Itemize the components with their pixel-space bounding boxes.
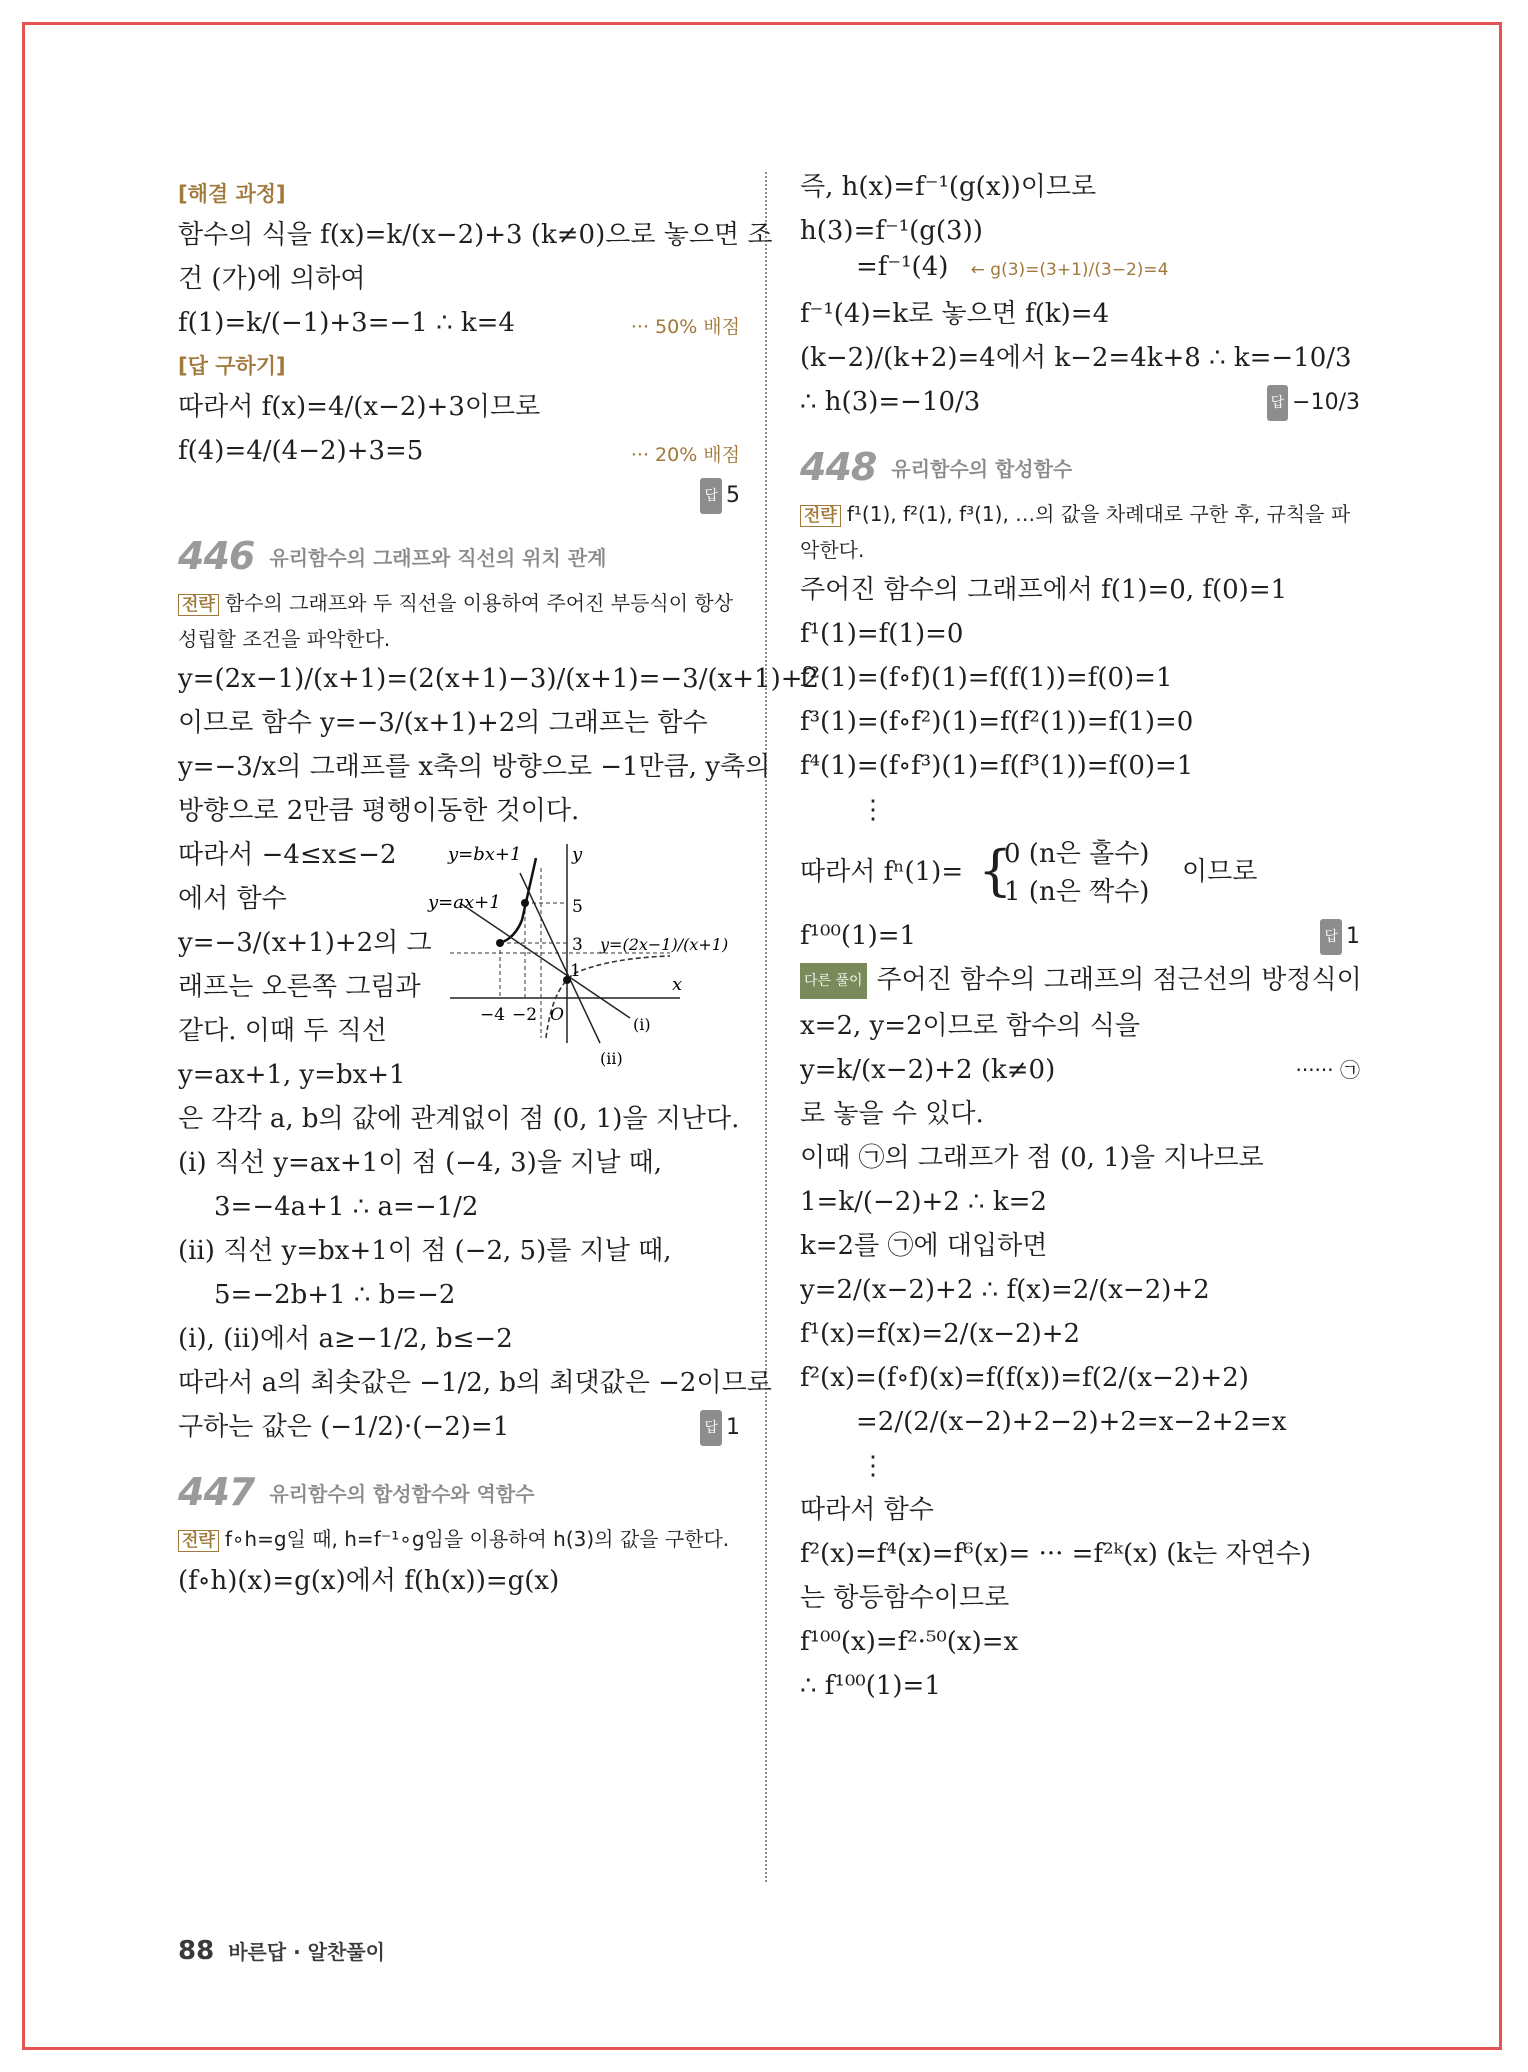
label: 1 [570, 961, 581, 981]
text-line: 따라서 −4≤x≤−2 [178, 840, 397, 870]
label: −2 [512, 1005, 538, 1025]
text-line: (ii) 직선 y=bx+1이 점 (−2, 5)를 지날 때, [178, 1236, 672, 1266]
text-line: 주어진 함수의 그래프에서 f(1)=0, f(0)=1 [800, 575, 1288, 605]
label: y=bx+1 [448, 844, 522, 865]
equation-line [800, 919, 1360, 953]
hyperbola-branch [500, 858, 536, 943]
equation-line: y=(2x−1)/(x+1)=(2(x+1)−3)/(x+1)=−3/(x+1)+2 [178, 664, 820, 694]
equation-line [178, 1410, 740, 1444]
equation-line [800, 385, 1360, 419]
problem-topic: 유리함수의 그래프와 직선의 위치 관계 [269, 545, 607, 570]
text-line: f⁻¹(4)=k로 놓으면 f(k)=4 [800, 299, 1110, 329]
text-line: 래프는 오른쪽 그림과 [178, 972, 421, 1002]
equation: =f⁻¹(4) [856, 252, 949, 282]
graph-figure [428, 838, 740, 1088]
problem-topic: 유리함수의 합성함수와 역함수 [269, 1481, 535, 1506]
equation-line: f¹⁰⁰(x)=f²·⁵⁰(x)=x [800, 1627, 1019, 1657]
line-i [460, 903, 630, 1018]
graph-block [178, 838, 740, 1092]
text-line: 이므로 함수 y=−3/(x+1)+2의 그래프는 함수 [178, 708, 708, 738]
text-line: 함수의 식을 f(x)=k/(x−2)+3 (k≠0)으로 놓으면 조 [178, 220, 773, 250]
equation-line: f²(x)=f⁴(x)=f⁶(x)= ··· =f²ᵏ(x) (k는 자연수) [800, 1539, 1311, 1569]
book-title: 바른답 · 알찬풀이 [228, 1940, 385, 1964]
case-even: 1 (n은 짝수) [1004, 877, 1150, 907]
point [496, 939, 504, 947]
problem-446-title [178, 534, 740, 578]
text-line: k=2를 ㉠에 대입하면 [800, 1231, 1048, 1261]
label: 3 [572, 935, 583, 955]
text-line: 즉, h(x)=f⁻¹(g(x))이므로 [800, 172, 1097, 202]
process-header: [해결 과정] [178, 182, 286, 206]
equation-line [178, 434, 740, 468]
problem-448-title [800, 445, 1360, 489]
text-line: 따라서 함수 [800, 1495, 934, 1525]
marker: ······ ㉠ [1295, 1058, 1360, 1082]
equation-line: f¹(1)=f(1)=0 [800, 619, 964, 649]
equation: 구하는 값은 (−1/2)·(−2)=1 [178, 1412, 510, 1442]
ellipsis: ⋮ [860, 795, 886, 825]
equation-line [178, 306, 740, 340]
text-line: 는 항등함수이므로 [800, 1583, 1010, 1613]
text-line: y=−3/(x+1)+2의 그 [178, 928, 432, 958]
answer-448 [1320, 919, 1360, 955]
text-line: (i) 직선 y=ax+1이 점 (−4, 3)을 지날 때, [178, 1148, 663, 1178]
equation-line [800, 1053, 1360, 1087]
answer-badge: 답 [1267, 385, 1289, 421]
case-odd: 0 (n은 홀수) [1004, 839, 1150, 869]
answer-badge: 답 [700, 1410, 722, 1446]
answer-badge: 답 [1320, 919, 1342, 955]
problem-447-title [178, 1470, 740, 1514]
text-line: (i), (ii)에서 a≥−1/2, b≤−2 [178, 1324, 513, 1354]
equation-line: 3=−4a+1 ∴ a=−1/2 [214, 1192, 479, 1222]
text-line: 이때 ㉠의 그래프가 점 (0, 1)을 지나므로 [800, 1143, 1264, 1173]
left-column [178, 170, 820, 1608]
strategy-448 [800, 497, 1360, 567]
answer-value: −10/3 [1292, 390, 1360, 415]
right-column [800, 170, 1360, 1713]
equation: f¹⁰⁰(1)=1 [800, 921, 917, 951]
problem-number: 447 [178, 1470, 255, 1514]
page-number: 88 [178, 1936, 215, 1966]
equation-line: (f∘h)(x)=g(x)에서 f(h(x))=g(x) [178, 1566, 560, 1596]
ellipsis: ⋮ [860, 1451, 886, 1481]
equation-line: y=2/(x−2)+2 ∴ f(x)=2/(x−2)+2 [800, 1275, 1210, 1305]
answer-badge: 답 [700, 478, 722, 514]
answer-445 [700, 478, 740, 514]
text-line [800, 963, 1360, 999]
answer-value: 1 [726, 1415, 740, 1440]
alt-solution-tag: 다른 풀이 [800, 963, 867, 999]
equation-line: h(3)=f⁻¹(g(3)) [800, 216, 983, 246]
strategy-tag: 전략 [178, 594, 219, 616]
text-line: 건 (가)에 의하여 [178, 264, 366, 294]
text-line: 에서 함수 [178, 884, 287, 914]
equation-line: f⁴(1)=(f∘f³)(1)=f(f³(1))=f(0)=1 [800, 751, 1194, 781]
strategy-text: f¹(1), f²(1), f³(1), …의 값을 차례대로 구한 후, 규칙을 파악한다. [800, 502, 1351, 562]
equation: f(4)=4/(4−2)+3=5 [178, 436, 424, 466]
equation-line: 5=−2b+1 ∴ b=−2 [214, 1280, 456, 1310]
equation: 따라서 fⁿ(1)= [800, 857, 964, 887]
side-note: ← g(3)=(3+1)/(3−2)=4 [970, 260, 1169, 280]
strategy-446 [178, 586, 740, 656]
label: 5 [572, 897, 583, 917]
equation-line: f³(1)=(f∘f²)(1)=f(f²(1))=f(1)=0 [800, 707, 1194, 737]
answer-value: 1 [1346, 924, 1360, 949]
equation: ∴ h(3)=−10/3 [800, 387, 981, 417]
page-footer [178, 1936, 385, 1966]
strategy-text: f∘h=g일 때, h=f⁻¹∘g임을 이용하여 h(3)의 값을 구한다. [224, 1527, 730, 1551]
equation-line: f²(1)=(f∘f)(1)=f(f(1))=f(0)=1 [800, 663, 1173, 693]
answer-header: [답 구하기] [178, 354, 286, 378]
text-line: 따라서 a의 최솟값은 −1/2, b의 최댓값은 −2이므로 [178, 1368, 772, 1398]
equation-line: f²(x)=(f∘f)(x)=f(f(x))=f(2/(x−2)+2) [800, 1363, 1249, 1393]
problem-topic: 유리함수의 합성함수 [891, 456, 1073, 481]
label: y [572, 844, 583, 865]
strategy-tag: 전략 [800, 505, 841, 527]
equation-line: =2/(2/(x−2)+2−2)+2=x−2+2=x [856, 1407, 1287, 1437]
text-line: y=−3/x의 그래프를 x축의 방향으로 −1만큼, y축의 [178, 752, 771, 782]
brace: { [978, 839, 1013, 902]
text-line: 방향으로 2만큼 평행이동한 것이다. [178, 796, 580, 826]
label: x [672, 974, 683, 995]
label: (ii) [600, 1049, 623, 1068]
equation: y=k/(x−2)+2 (k≠0) [800, 1055, 1056, 1085]
strategy-text: 함수의 그래프와 두 직선을 이용하여 주어진 부등식이 항상 성립할 조건을 파악한다. [178, 591, 734, 651]
text: 이므로 [1182, 857, 1258, 887]
answer-447 [1267, 385, 1360, 421]
problem-number: 446 [178, 534, 255, 578]
equation-line: (k−2)/(k+2)=4에서 k−2=4k+8 ∴ k=−10/3 [800, 343, 1352, 373]
equation-line: ∴ f¹⁰⁰(1)=1 [800, 1671, 941, 1701]
equation-line [800, 250, 1360, 287]
piecewise-line [800, 837, 1360, 909]
text: 주어진 함수의 그래프의 점근선의 방정식이 [876, 965, 1362, 995]
strategy-447 [178, 1522, 740, 1558]
point [521, 899, 529, 907]
text-line: 로 놓을 수 있다. [800, 1099, 984, 1129]
answer-446 [700, 1410, 740, 1446]
text-line: 은 각각 a, b의 값에 관계없이 점 (0, 1)을 지난다. [178, 1104, 740, 1134]
label: −4 [480, 1005, 506, 1025]
text-line: y=ax+1, y=bx+1 [178, 1060, 406, 1090]
answer-line [178, 478, 740, 508]
score-label: ··· 20% 배점 [630, 444, 740, 466]
answer-value: 5 [726, 483, 740, 508]
equation: f(1)=k/(−1)+3=−1 ∴ k=4 [178, 308, 515, 338]
column-divider [765, 172, 767, 1882]
equation-line: f¹(x)=f(x)=2/(x−2)+2 [800, 1319, 1081, 1349]
strategy-tag: 전략 [178, 1530, 219, 1552]
text-line: 같다. 이때 두 직선 [178, 1016, 387, 1046]
label: y=ax+1 [428, 892, 501, 913]
problem-number: 448 [800, 445, 877, 489]
label: (i) [633, 1015, 651, 1034]
equation-line: 1=k/(−2)+2 ∴ k=2 [800, 1187, 1047, 1217]
label: O [550, 1005, 564, 1025]
label: y=(2x−1)/(x+1) [600, 935, 729, 954]
text-line: 따라서 f(x)=4/(x−2)+3이므로 [178, 392, 541, 422]
text-line: x=2, y=2이므로 함수의 식을 [800, 1011, 1140, 1041]
score-label: ··· 50% 배점 [630, 316, 740, 338]
